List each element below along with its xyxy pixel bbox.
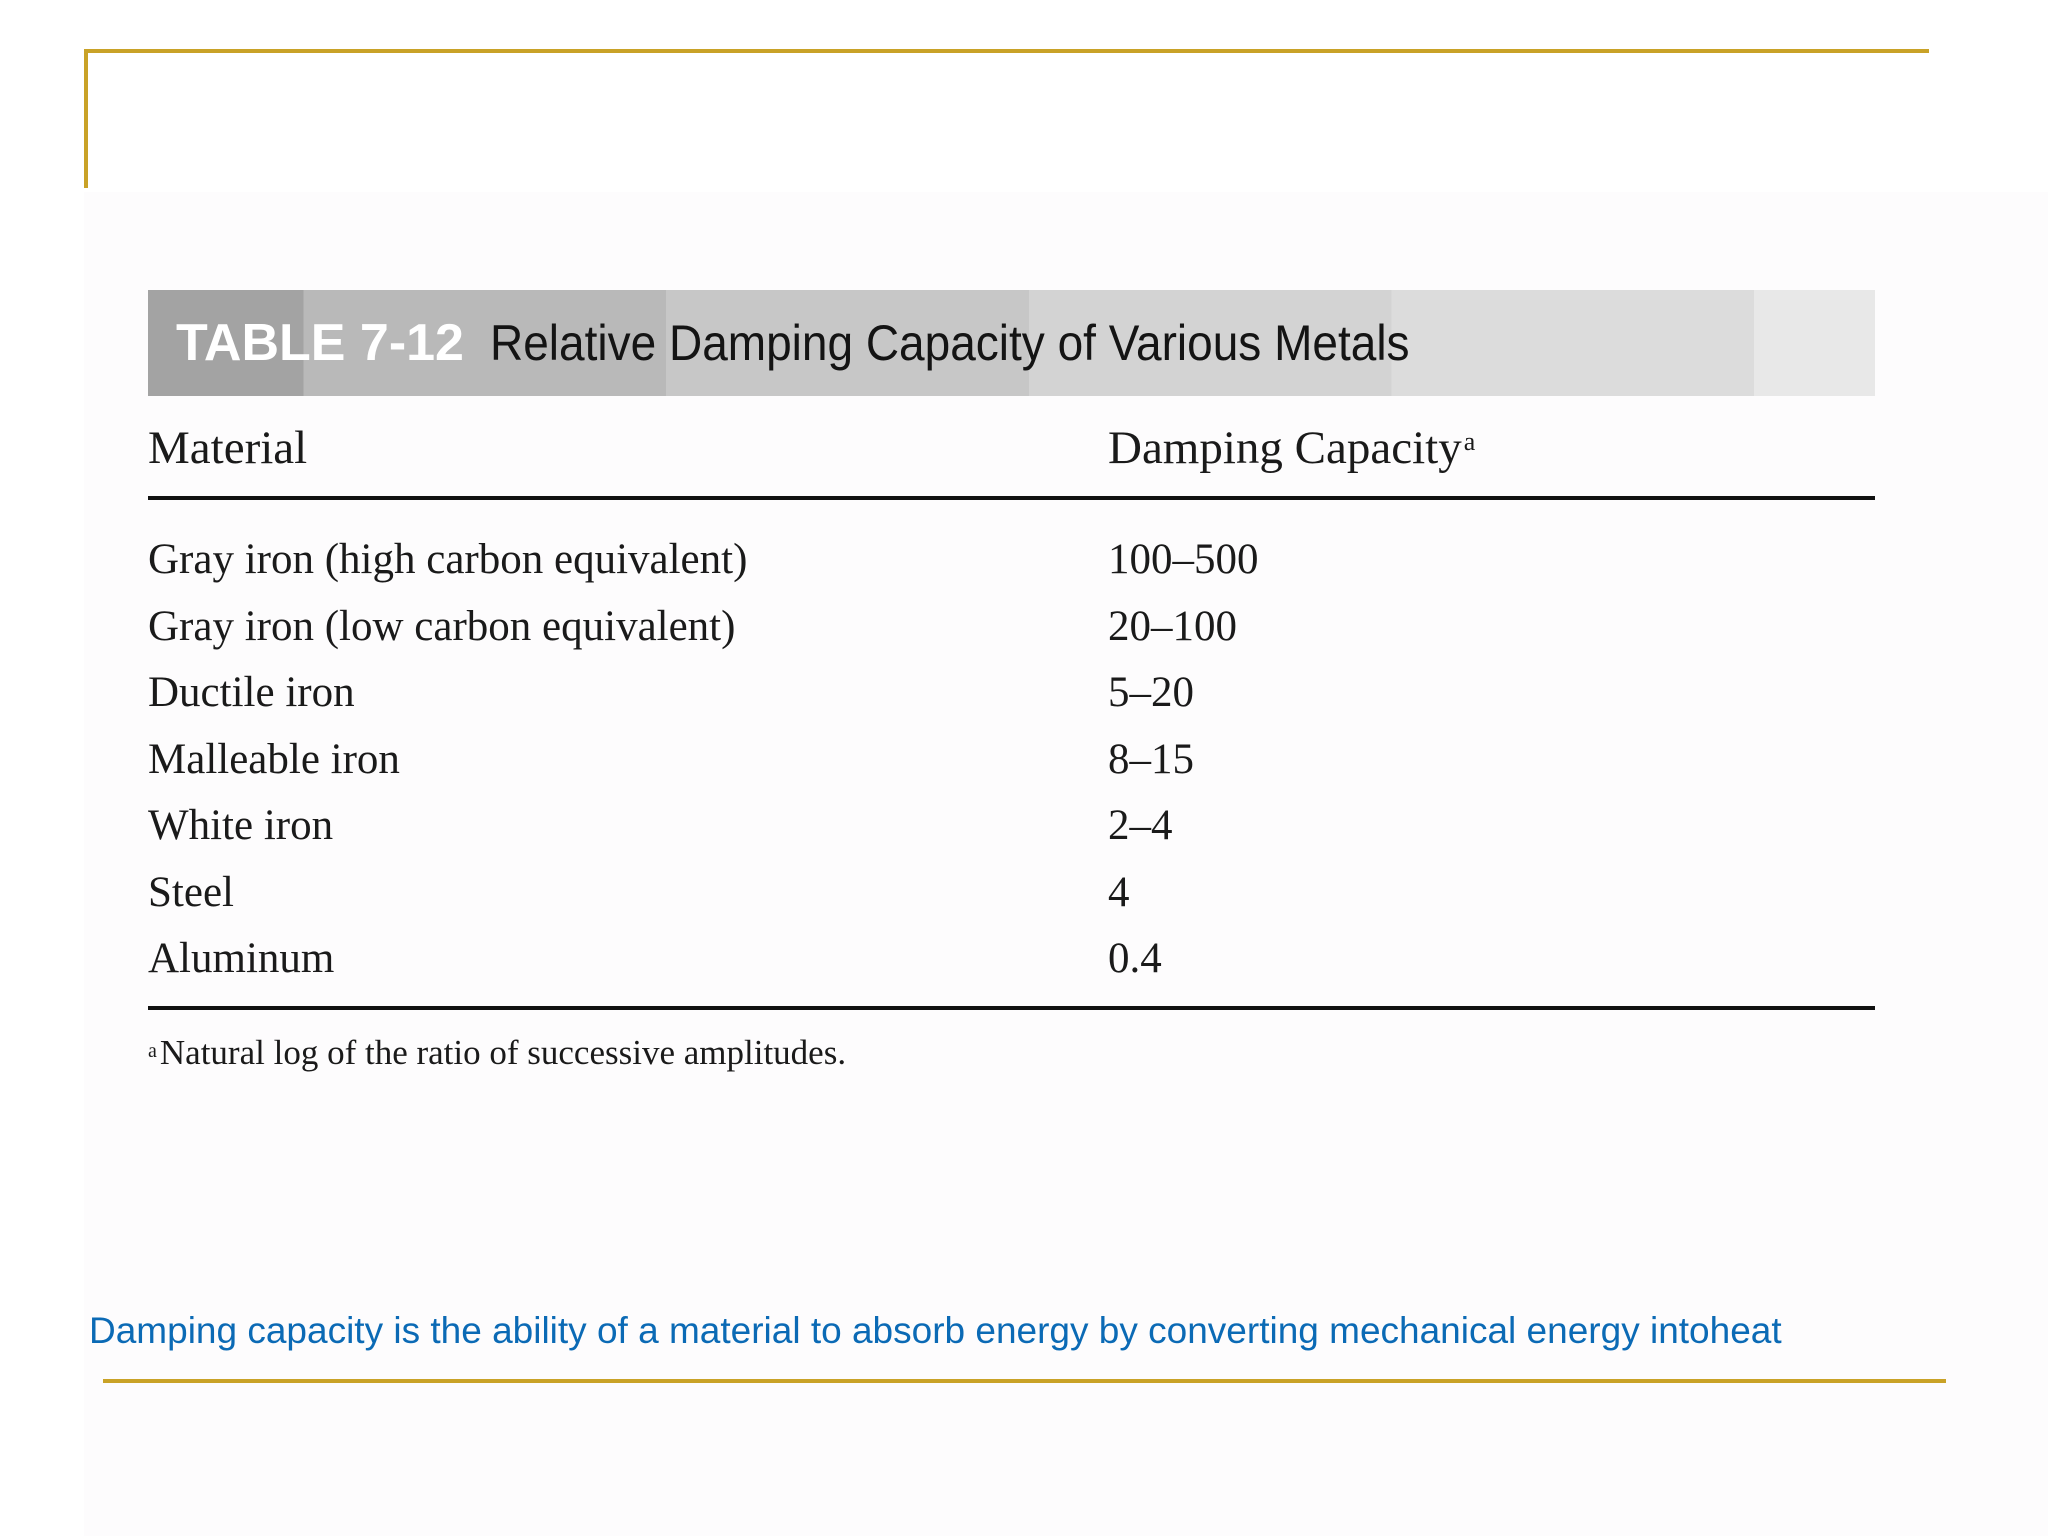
table-row — [148, 929, 1875, 996]
table-title: Relative Damping Capacity of Various Metals — [490, 315, 1410, 371]
damping-value-cell: 0.4 — [1108, 935, 1162, 982]
table-title-bar — [148, 290, 1875, 396]
material-cell: White iron — [148, 802, 334, 849]
slide-bottom-accent-rule — [103, 1379, 1946, 1383]
damping-value-cell: 5–20 — [1108, 669, 1194, 716]
header-rule — [148, 496, 1875, 500]
slide-left-accent-rule — [84, 49, 88, 188]
footnote-text: Natural log of the ratio of successive amplitudes. — [159, 1033, 847, 1072]
damping-value-cell: 8–15 — [1108, 735, 1194, 783]
column-header-material-label: Material — [148, 422, 308, 474]
table-row — [148, 863, 1875, 930]
slide-caption: Damping capacity is the ability of a material to absorb energy by converting mechanical energy intoheat — [89, 1310, 1782, 1351]
table-row — [148, 663, 1875, 730]
table-body — [148, 530, 1875, 996]
table-number: TABLE 7-12 — [176, 314, 464, 372]
table-row — [148, 730, 1875, 797]
damping-value-cell: 4 — [1108, 868, 1130, 916]
table-bottom-rule — [148, 1006, 1875, 1010]
material-cell: Aluminum — [148, 935, 335, 982]
footnote-marker: a — [1463, 427, 1476, 456]
footnote-mark: a — [148, 1040, 157, 1062]
slide-top-accent-rule — [84, 49, 1929, 53]
damping-value-cell: 20–100 — [1108, 602, 1237, 650]
table-row — [148, 530, 1875, 597]
material-cell: Gray iron (high carbon equivalent) — [148, 536, 748, 583]
damping-table-figure — [148, 290, 1875, 1090]
material-cell: Malleable iron — [148, 735, 400, 783]
material-cell: Steel — [148, 868, 234, 916]
material-cell: Gray iron (low carbon equivalent) — [148, 602, 736, 650]
table-footnote — [148, 1028, 846, 1078]
material-cell: Ductile iron — [148, 669, 355, 716]
column-header-damping-capacity — [1108, 418, 1475, 478]
damping-value-cell: 2–4 — [1108, 802, 1173, 849]
column-header-damping-label: Damping Capacity — [1108, 422, 1462, 474]
damping-value-cell: 100–500 — [1108, 536, 1259, 583]
table-row — [148, 597, 1875, 664]
column-header-material — [148, 418, 307, 478]
table-row — [148, 796, 1875, 863]
